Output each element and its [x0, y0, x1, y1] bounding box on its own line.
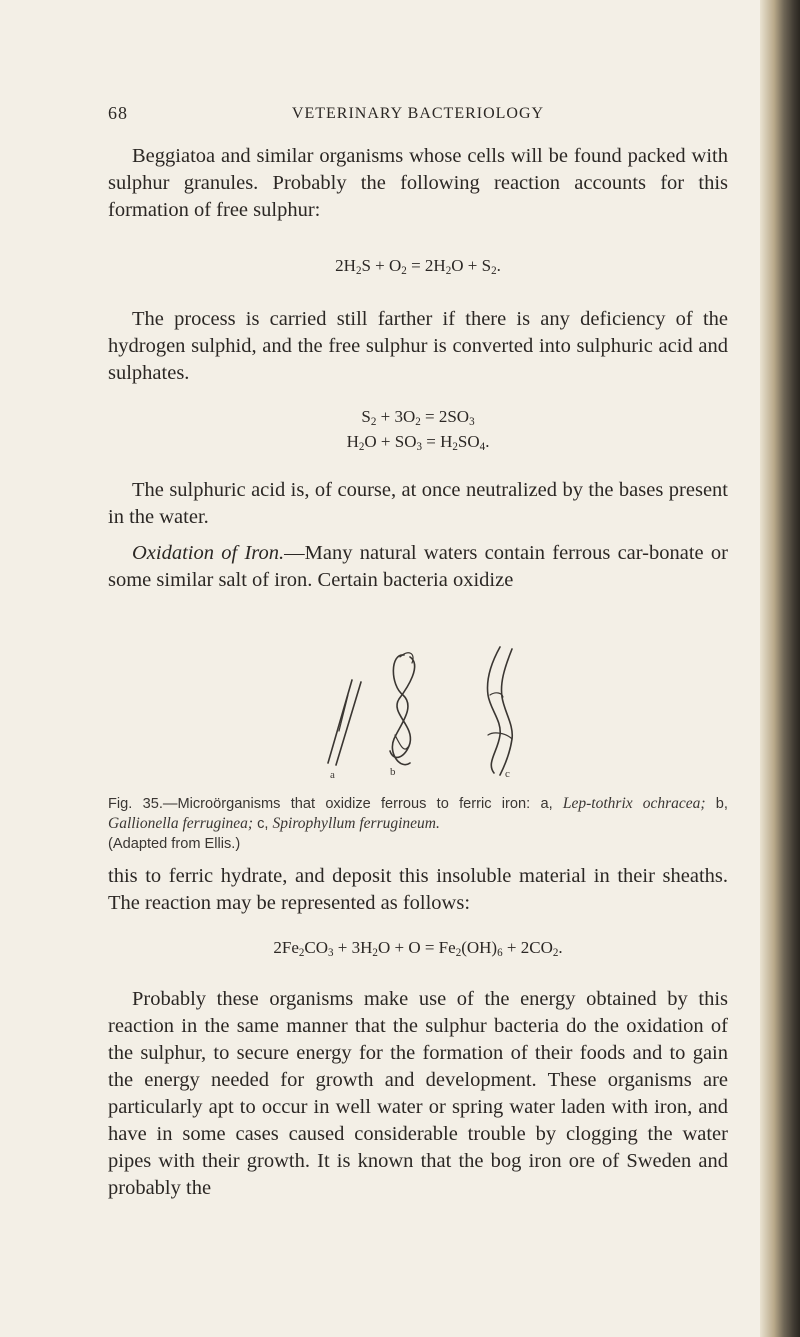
running-header: [108, 103, 728, 127]
figure-caption: Fig. 35.—Microörganisms that oxidize ferrous to ferric iron: a, Lep-tothrix ochracea; b, Gallionella ferruginea; c, Spirophyllum ferrugineum. (Adapted from Ellis.): [108, 795, 728, 852]
page-edge-shadow: [760, 0, 800, 1337]
paragraph-beggiatoa: Beggiatoa and similar organisms whose cells will be found packed with sulphur granules. Probably the following reaction accounts for this formation of free sulphur:: [108, 145, 728, 221]
page-number: 68: [108, 103, 128, 123]
figure-label-a: a: [330, 769, 335, 781]
equation-sulphur-trioxide: $S_2 + 3O_2 = 2SO_3$: [361, 407, 475, 428]
running-title: VETERINARY BACTERIOLOGY: [291, 105, 545, 122]
figure-label-b: b: [390, 766, 396, 778]
microorganism-drawing: [300, 635, 560, 785]
paragraph-ferric-hydrate: this to ferric hydrate, and deposit this insoluble material in their sheaths. The reaction may be represented as follows:: [108, 865, 728, 914]
paragraph-neutralized: The sulphuric acid is, of course, at once neutralized by the bases present in the water.: [108, 479, 728, 528]
section-heading-oxidation: Oxidation of Iron.: [132, 542, 285, 564]
figure-35-illustration: [300, 635, 560, 785]
equation-iron-oxidation: $2Fe_2CO_3 + 3H_2O + O = Fe_2(OH)_6 + 2CO_2$.: [273, 938, 563, 959]
paragraph-oxidation-of-iron: Oxidation of Iron.—Many natural waters contain ferrous car-bonate or some similar salt of iron. Certain bacteria oxidize: [108, 542, 728, 591]
equation-sulphuric-acid: $H_2O + SO_3 = H_2SO_4$.: [346, 432, 490, 453]
figure-label-c: c: [505, 768, 510, 780]
spirophyllum-band: [488, 647, 501, 773]
paragraph-energy: Probably these organisms make use of the energy obtained by this reaction in the same manner that the sulphur bacteria do the oxidation of the sulphur, to secure energy for the formation of their foods and to gain the energy needed for growth and development. These organisms are particularly apt to occur in well water or spring water laden with iron, and have in some cases caused considerable trouble by clogging the water pipes with their growth. It is known that the bog iron ore of Sweden and probably the: [108, 988, 728, 1199]
paragraph-process: The process is carried still farther if there is any deficiency of the hydrogen sulphid, and the free sulphur is converted into sulphuric acid and sulphates.: [108, 308, 728, 384]
equation-sulphur-formation: $2H_2S + O_2 = 2H_2O + S_2$.: [335, 256, 501, 277]
